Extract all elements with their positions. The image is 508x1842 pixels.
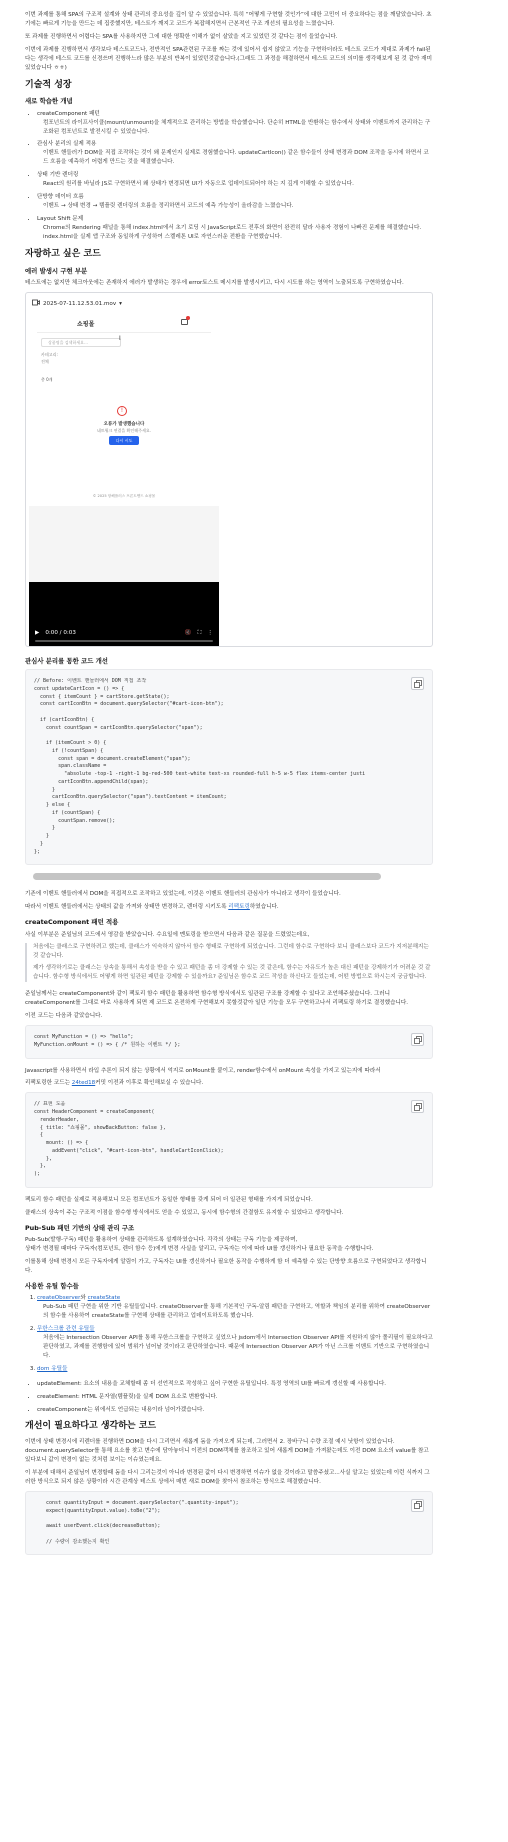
intro-paragraph: 이번 과제를 통해 SPA의 구조적 설계와 상태 관리의 중요성을 깊이 알 수 있었습니다. 특히 “어떻게 구현할 것인가”에 대한 고민이 더 중요하다는 점을 깨달았습니다. 초기에는 빠르게 기능을 만드는 데 집중했지만, 테스트가 깨지고 코드가 복잡해지면서 근본적인 구조 개선의 필요성을 느꼈습니다. (25, 12, 432, 27)
paragraph: 이번에 상태 변경시에 리렌더를 진행하면 DOM을 다시 그리면서 새롭게 돔을 가져오게 되는데, 그러면서 2. 장바구니 수량 조절 예시 낫항이 있었습니다. document.querySelector를 통해 요소를 찾고 변수에 담아놓더니 이전의 DOM객체를 참조하고 있어 새롭게 DOM을 가져왔는데도 이전 DOM 요소의 value를 참고있다보니 값이 변경이 없는 것처럼 보이는 이슈였는데요. (25, 1439, 429, 1464)
copy-icon (414, 680, 422, 688)
paragraph: 팩토리 함수 패턴을 실제로 적용해보니 모든 컴포넌트가 동일한 형태를 갖게 되어 더 일관된 형태를 가지게 되었습니다. (25, 1196, 313, 1203)
code-block (25, 1025, 433, 1059)
code-content: const MyFunction = () => "hello"; MyFunction.onMount = () => { /* 원하는 이벤트 */ }; (34, 1034, 181, 1048)
subheading-separation: 관심사 분리를 통한 코드 개선 (25, 656, 108, 665)
concept-list (25, 110, 433, 242)
list-item: • Layout Shift 문제 Chrome의 Rendering 패널을 통해 index.html에서 초기 로딩 시 JavaScript로드 전후의 화면이 완전히 달라 사용자 경험이 나빠진 문제를 해결했습니다. index.html을 실제 앱 구조와 동일하게 구성하여 스켈레톤 UI로 자연스러운 전환을 구현했습니다. (37, 215, 433, 242)
paragraph: Javascript를 사용하면서 라입 추론이 되지 않는 상황에서 억지로 onMount를 붙이고, render함수에서 onMount 속성을 가지고 있는지에 따라서 (25, 1067, 381, 1074)
video-filename: 2025-07-11.12.53.01.mov (43, 300, 117, 307)
search-input: 상품명을 검색하세요... (41, 338, 121, 347)
list-item: • createElement: HTML 문자열(템플릿)을 실제 DOM 요소로 변환합니다. (37, 1393, 433, 1402)
video-progress[interactable] (35, 640, 213, 642)
video-time: 0:00 / 0:03 (45, 629, 76, 636)
video-screenshot (29, 314, 219, 582)
paragraph: 리팩토링한 코드는 24ted18커밋 이전과 이후로 확인해보실 수 있습니다. (25, 1080, 204, 1087)
section-heading-retro: 개선이 필요하다고 생각하는 코드 (25, 1421, 157, 1432)
chevron-down-icon: ▾ (119, 300, 122, 307)
list-item (37, 1365, 433, 1374)
code-scrollbar[interactable] (25, 871, 433, 882)
code-block (25, 1092, 433, 1188)
dom-util-list (25, 1380, 433, 1415)
error-icon: ! (117, 406, 127, 416)
subheading-utils: 사용한 유틸 함수들 (25, 1281, 79, 1290)
list-item: 1. createObserver와 createState Pub-Sub 패턴 구현을 위한 기반 유틸들입니다. createObserver를 통해 기본적인 구독-알림 패턴을 구현하고, 역할과 책임의 분리를 위하여 createObserver의 함수를 사용하여 createState를 구현해 상태를 관리하고 업데이트하도록 했습니다. (37, 1294, 433, 1321)
code-content: // 표현 도움 const HeaderComponent = createComponent( renderHeader, { title: "쇼핑몰", showBackButton: false }, { mount: () => { addEvent("click", "#cart-icon-btn", handleCartIconClick); }, }, ); (34, 1101, 224, 1178)
paragraph: 이를통해 상태 변경시 모든 구독자에게 알림이 가고, 구독자는 UI를 갱신하거나 필요한 동작을 수행하게 함 더 예측할 수 있는 단방향 흐름으로 구현되었다고 생각합니다. (25, 1258, 427, 1274)
refactor-link[interactable]: 리팩토링 (228, 904, 250, 911)
list-item: • 상태 기반 렌더링 React의 원리를 바닐라 JS로 구현하면서 왜 상태가 변경되면 UI가 자동으로 업데이트되어야 하는 지 깊게 이해할 수 있었습니다. (37, 171, 433, 189)
video-controls (29, 582, 219, 646)
error-desc: 테스트에는 없지만 체크아웃에는 존재하지 에러가 발생하는 경우에 error토스트 메시지를 발생시키고, 다시 시도를 하는 영역이 노출되도록 구현하였습니다. (25, 279, 404, 286)
mute-icon[interactable]: 🔇 (184, 629, 192, 636)
copy-button[interactable] (411, 1033, 424, 1046)
cart-badge (186, 316, 190, 320)
list-item: • createComponent는 위에서도 언급되는 내용이라 넘어가겠습니다. (37, 1406, 433, 1415)
filter-label: 카테고리: (41, 351, 58, 357)
quote-block: 처음에는 클래스로 구현하려고 했는데, 클래스가 익숙하지 않아서 함수 형태로 구현하게 되었습니다. 그런데 함수로 구현하다 보니 클래스보다 코드가 지저분해지는 것 같습니다. 제가 생각하기로는 클래스는 상속을 통해서 속성을 받을 수 있고 패턴을 좀 더 강제할 수 있는 것 같은데, 함수는 자유도가 높은 대신 패턴을 강제하기가 어려운 것 같습니다. 함수형 방식에서도 어떻게 하면 일관된 패턴을 강제할 수 있을까요? 준일님은 함수로 코드 작성을 하신다고 들었는데, 어떤 방법으로 하시는지 궁금합니다. (25, 943, 433, 982)
subheading-error: 에러 발생시 구현 부분 (25, 266, 88, 275)
paragraph: 준일님께서는 createComponent와 같이 팩토리 함수 패턴을 활용하면 함수형 방식에서도 일관된 구조를 강제할 수 있다고 조언해주셨습니다. 그러니 createComponent를 그대로 바로 사용하게 되면 제 코드로 온전하게 구현해보지 못할것같아 일단 기능을 모두 구현하고나서 리팩토링 하기로 결정했습니다. (25, 991, 409, 1007)
util-link[interactable]: createObserver (37, 1295, 81, 1302)
code-content: const quantityInput = document.querySelector(".quantity-input"); expect(quantityInput.value).toBe("2"); await userEvent.click(decreaseButton); // 수량이 감소했는지 확인 (46, 1499, 239, 1545)
paragraph: 기존에 이벤트 핸들러에서 DOM을 직접적으로 조작하고 있었는데, 이것은 이벤트 핸들러의 관심사가 아니라고 생각이 들었습니다. (25, 891, 341, 898)
more-icon[interactable]: ⋮ (207, 629, 213, 636)
copy-button[interactable] (411, 677, 424, 690)
copy-button[interactable] (411, 1100, 424, 1113)
list-item: • updateElement: 요소의 내용을 교체할때 좀 더 선언적으로 작성하고 싶어 구현한 유틸입니다. 특정 영역의 UI를 빠르게 갱신할 때 사용합니다. (37, 1380, 433, 1389)
error-title: 오류가 발생했습니다 (103, 421, 145, 427)
list-item: 2. 무한스크롤 관련 유틸들 처음에는 Intersection Observer API를 통해 무한스크롤을 구현하고 싶었으나 jsdom에서 Intersection Observer API를 지원하지 않아 폴리필이 필요하다고 판단하였고, 과제를 진행함에 있어 범위가 넘어날 것이라고 판단하였습니다. 때문에 Intersection Observer API가 아닌 스크롤 이벤트 기반으로 구현하였습니다. (37, 1325, 433, 1361)
section-heading-growth: 기술적 성장 (25, 79, 72, 90)
list-item: • createComponent 패턴 컴포넌트의 라이프사이클(mount/unmount)을 체계적으로 관리하는 방법을 학습했습니다. 단순히 HTML을 반환하는 함수에서 상태와 이벤트까지 관리하는 구조화된 컴포넌트로 발전시킬 수 있었습니다. (37, 110, 433, 137)
util-link[interactable]: 무한스크롤 관련 유틸들 (37, 1325, 95, 1332)
paragraph: 이 부분에 대해서 준일님이 변경할때 돔을 다시 그리는것이 아니라 변경된 값이 다시 변경하면 이슈가 없을 것이라고 말씀주셨고...사실 알고는 있었는데 이런 식까지 그러한 방식으로 되지 않은 상황이라 시간 관계상 테스트 상에서 매번 새로 DOM을 찾아서 참조하는 방식으로 해결했습니다. (25, 1469, 430, 1485)
subheading-component: createComponent 패턴 적용 (25, 918, 119, 927)
code-block (25, 1491, 433, 1556)
retry-button: 다시 시도 (109, 436, 139, 445)
subheading-pubsub: Pub-Sub 패턴 기반의 상태 관리 구조 (25, 1223, 135, 1232)
app-title: 쇼핑몰 (77, 320, 95, 328)
paragraph: 이전 코드는 다음과 같았습니다. (25, 1013, 103, 1020)
copy-icon (414, 1036, 422, 1044)
intro-paragraph: 이번에 과제를 진행하면서 생각보다 테스트코드나, 전반적인 SPA관련된 구조를 짜는 것에 있어서 쉽지 않았고 기능을 구현하더라도 테스트 코드가 제대로 과제가 fail된다는 생각에 테스트 코드를 신경쓰며 진행하느라 많은 부분의 반복이 있었던것같습니다.(그래도 그 과정을 해결하면서 테스트 코드의 의미를 생각해보게 된 것 같아 재미있었습니다 ㅎㅎ) (25, 46, 432, 71)
code-block (25, 669, 433, 865)
paragraph: 사실 이부분은 준일님의 코드에서 영감을 받았습니다. 수요일에 멘토링을 받으면서 다음과 같은 질문을 드렸었는데요, (25, 931, 310, 938)
intro-paragraph: 또 과제를 진행하면서 어렵다는 SPA를 사용하지만 그에 대한 명확한 이해가 없이 살았을 지고 있었던 것 같다는 점이 들었습니다. (25, 33, 338, 40)
copy-icon (414, 1501, 422, 1509)
video-file-icon (32, 299, 40, 310)
error-message: 네트워크 연결을 확인해주세요. (96, 427, 152, 433)
subheading-concepts: 새로 학습한 개념 (25, 97, 73, 106)
video-file-header[interactable] (26, 297, 432, 314)
section-heading-proud-code: 자랑하고 싶은 코드 (25, 248, 101, 259)
filter-value: 전체 (41, 358, 49, 364)
paragraph: Pub-Sub(발행-구독) 패턴을 활용하여 상태를 관리하도록 설계하였습니다. 각각의 상태는 구독 기능을 제공하며, 상태가 변경될 때마다 구독자(컴포넌트, 렌더 함수 등)에게 변경 사실을 알리고, 구독자는 이에 따라 UI를 갱신하거나 필요한 동작을 수행합니다. (25, 1237, 374, 1253)
video-attachment (25, 292, 433, 647)
play-icon[interactable]: ▶ (35, 629, 40, 636)
fullscreen-icon[interactable]: ⛶ (197, 629, 202, 636)
paragraph: 따라서 이벤트 핸들러에서는 상태의 값을 가져와 상태만 변경하고, 렌더링 시키도록 리팩토링하였습니다. (25, 904, 279, 911)
copy-icon (414, 1103, 422, 1111)
paragraph: 클래스의 상속이 주는 구조적 이점을 함수형 방식에서도 얻을 수 있었고, 동시에 함수형의 간결함도 유지할 수 있었다고 생각합니다. (25, 1209, 344, 1216)
list-item: • 관심사 분리의 실제 적용 이벤트 핸들러가 DOM을 직접 조작하는 것이 왜 문제인지 실제로 경험했습니다. updateCartIcon() 같은 함수들이 상태 변경과 DOM 조작을 동시에 하면서 코드 흐름을 예측하기 어렵게 만드는 것을 해결했습니다. (37, 140, 433, 167)
footer-text: © 2025 항해플러스 프론트엔드 쇼핑몰 (92, 493, 156, 498)
utils-list (25, 1294, 433, 1374)
copy-button[interactable] (411, 1499, 424, 1512)
util-link[interactable]: createState (87, 1295, 121, 1302)
post-content (25, 11, 433, 1563)
code-content: // Before: 이벤트 핸들러에서 DOM 직접 조작 const updateCartIcon = () => { const { itemCount } = cartStore.getState(); const cartIconBtn = document.querySelector("#cart-icon-btn"); if (cartIconBtn) { const countSpan = cartIconBtn.querySelector("span"); if (itemCount > 0) { if (!countSpan) { const span = document.createElement("span"); span.className = "absolute -top-1 -right-1 bg-red-500 text-white text-xs rounded-full h-5 w-5 flex items-center justi cartIconBtn.appendChild(span); } cartIconBtn.querySelector("span").textContent = itemCount; } else { if (countSpan) { countSpan.remove(); } } } }; (34, 678, 366, 855)
cursor-icon: I (119, 334, 121, 342)
util-link[interactable]: dom 유틸들 (37, 1365, 68, 1372)
list-item: • 단방향 데이터 흐름 이벤트 → 상태 변경 → 템플릿 렌더링의 흐름을 정리하면서 코드의 예측 가능성이 올라감을 느꼈습니다. (37, 193, 433, 211)
video-player[interactable] (29, 314, 219, 646)
product-count: 총 0개 (41, 376, 53, 382)
commit-link[interactable]: 24ted18 (71, 1080, 96, 1087)
